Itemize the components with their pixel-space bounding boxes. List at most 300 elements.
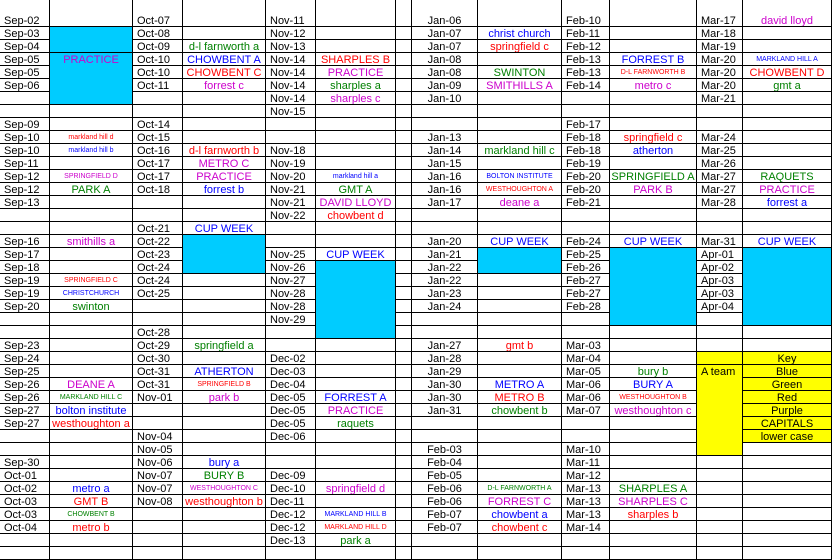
key-cell[interactable]: Red	[743, 391, 832, 404]
fixture-cell[interactable]: CHRISTCHURCH	[50, 287, 133, 300]
date-cell[interactable]: Sep-03	[0, 27, 50, 40]
empty-cell[interactable]	[412, 209, 478, 222]
fixture-cell[interactable]: markland hill c	[478, 144, 562, 157]
date-cell[interactable]: Oct-16	[133, 144, 183, 157]
date-cell[interactable]: Feb-20	[562, 183, 610, 196]
date-cell[interactable]: Feb-11	[562, 27, 610, 40]
empty-cell[interactable]	[133, 300, 183, 313]
empty-cell[interactable]	[478, 469, 562, 482]
date-cell[interactable]: Jan-15	[412, 157, 478, 170]
date-cell[interactable]: Nov-04	[133, 430, 183, 443]
empty-cell[interactable]	[697, 469, 743, 482]
empty-cell[interactable]	[610, 0, 697, 27]
empty-cell[interactable]	[50, 326, 133, 339]
highlight-block[interactable]	[743, 248, 832, 326]
empty-cell[interactable]	[412, 534, 478, 547]
empty-cell[interactable]	[743, 495, 832, 508]
date-cell[interactable]: Mar-03	[562, 339, 610, 352]
empty-cell[interactable]	[396, 430, 412, 443]
empty-cell[interactable]	[562, 92, 610, 105]
empty-cell[interactable]	[316, 131, 396, 144]
date-cell[interactable]: Nov-21	[266, 183, 316, 196]
date-cell[interactable]: Dec-10	[266, 482, 316, 495]
date-cell[interactable]: Oct-24	[133, 261, 183, 274]
date-cell[interactable]: Sep-13	[0, 196, 50, 209]
date-cell[interactable]: Sep-30	[0, 456, 50, 469]
empty-cell[interactable]	[478, 222, 562, 235]
date-cell[interactable]: Feb-27	[562, 274, 610, 287]
empty-cell[interactable]	[743, 443, 832, 456]
date-cell[interactable]: Feb-24	[562, 235, 610, 248]
fixture-cell[interactable]: GMT A	[316, 183, 396, 196]
empty-cell[interactable]	[743, 131, 832, 144]
fixture-cell[interactable]: park b	[183, 391, 266, 404]
date-cell[interactable]: Nov-07	[133, 482, 183, 495]
empty-cell[interactable]	[610, 157, 697, 170]
date-cell[interactable]: Dec-12	[266, 508, 316, 521]
fixture-cell[interactable]: forrest a	[743, 196, 832, 209]
empty-cell[interactable]	[743, 27, 832, 40]
date-cell[interactable]: Feb-18	[562, 131, 610, 144]
empty-cell[interactable]	[50, 0, 133, 27]
date-cell[interactable]: Nov-14	[266, 92, 316, 105]
empty-cell[interactable]	[562, 313, 610, 326]
date-cell[interactable]: Mar-20	[697, 79, 743, 92]
empty-cell[interactable]	[316, 547, 396, 560]
date-cell[interactable]: Mar-17	[697, 0, 743, 27]
empty-cell[interactable]	[610, 534, 697, 547]
fixture-cell[interactable]: CUP WEEK	[743, 235, 832, 248]
empty-cell[interactable]	[743, 456, 832, 469]
date-cell[interactable]: Jan-29	[412, 365, 478, 378]
fixture-cell[interactable]: MARKLAND HILL A	[743, 53, 832, 66]
empty-cell[interactable]	[50, 534, 133, 547]
date-cell[interactable]: Jan-10	[412, 92, 478, 105]
empty-cell[interactable]	[396, 417, 412, 430]
empty-cell[interactable]	[697, 534, 743, 547]
empty-cell[interactable]	[562, 534, 610, 547]
date-cell[interactable]: Jan-23	[412, 287, 478, 300]
empty-cell[interactable]	[396, 287, 412, 300]
date-cell[interactable]: Jan-28	[412, 352, 478, 365]
empty-cell[interactable]	[133, 521, 183, 534]
empty-cell[interactable]	[183, 287, 266, 300]
date-cell[interactable]: Sep-26	[0, 378, 50, 391]
date-cell[interactable]: Feb-06	[412, 495, 478, 508]
empty-cell[interactable]	[50, 118, 133, 131]
date-cell[interactable]: Mar-27	[697, 183, 743, 196]
empty-cell[interactable]	[743, 92, 832, 105]
empty-cell[interactable]	[562, 209, 610, 222]
empty-cell[interactable]	[50, 547, 133, 560]
empty-cell[interactable]	[50, 339, 133, 352]
date-cell[interactable]: Sep-12	[0, 170, 50, 183]
empty-cell[interactable]	[743, 157, 832, 170]
empty-cell[interactable]	[316, 118, 396, 131]
empty-cell[interactable]	[266, 443, 316, 456]
empty-cell[interactable]	[743, 105, 832, 118]
key-cell[interactable]: Blue	[743, 365, 832, 378]
empty-cell[interactable]	[562, 222, 610, 235]
empty-cell[interactable]	[610, 339, 697, 352]
date-cell[interactable]: Mar-20	[697, 66, 743, 79]
empty-cell[interactable]	[266, 456, 316, 469]
empty-cell[interactable]	[610, 118, 697, 131]
fixture-cell[interactable]: MARKLAND HILL C	[50, 391, 133, 404]
date-cell[interactable]: Oct-21	[133, 222, 183, 235]
date-cell[interactable]: Jan-31	[412, 404, 478, 417]
empty-cell[interactable]	[133, 508, 183, 521]
date-cell[interactable]: Nov-18	[266, 144, 316, 157]
empty-cell[interactable]	[562, 105, 610, 118]
empty-cell[interactable]	[50, 105, 133, 118]
empty-cell[interactable]	[478, 274, 562, 287]
fixture-cell[interactable]: CUP WEEK	[183, 222, 266, 235]
fixture-cell[interactable]: RAQUETS	[743, 170, 832, 183]
empty-cell[interactable]	[697, 105, 743, 118]
empty-cell[interactable]	[183, 443, 266, 456]
empty-cell[interactable]	[396, 313, 412, 326]
empty-cell[interactable]	[396, 40, 412, 53]
date-cell[interactable]: Nov-26	[266, 261, 316, 274]
date-cell[interactable]: Mar-07	[562, 404, 610, 417]
empty-cell[interactable]	[0, 105, 50, 118]
empty-cell[interactable]	[396, 131, 412, 144]
date-cell[interactable]: Feb-10	[562, 0, 610, 27]
empty-cell[interactable]	[266, 222, 316, 235]
fixture-cell[interactable]: bury a	[183, 456, 266, 469]
date-cell[interactable]: Mar-25	[697, 144, 743, 157]
date-cell[interactable]: Sep-24	[0, 352, 50, 365]
empty-cell[interactable]	[478, 352, 562, 365]
empty-cell[interactable]	[412, 417, 478, 430]
highlight-block[interactable]: PRACTICE	[50, 53, 133, 105]
fixture-cell[interactable]: springfield c	[478, 40, 562, 53]
empty-cell[interactable]	[183, 430, 266, 443]
date-cell[interactable]: Mar-13	[562, 508, 610, 521]
date-cell[interactable]: Oct-04	[0, 521, 50, 534]
date-cell[interactable]: Oct-18	[133, 183, 183, 196]
empty-cell[interactable]	[743, 534, 832, 547]
date-cell[interactable]: Nov-14	[266, 79, 316, 92]
empty-cell[interactable]	[478, 92, 562, 105]
fixture-cell[interactable]: DEANE A	[50, 378, 133, 391]
empty-cell[interactable]	[316, 495, 396, 508]
fixture-cell[interactable]: sharples a	[316, 79, 396, 92]
date-cell[interactable]: Jan-08	[412, 53, 478, 66]
empty-cell[interactable]	[396, 443, 412, 456]
empty-cell[interactable]	[50, 352, 133, 365]
empty-cell[interactable]	[183, 196, 266, 209]
empty-cell[interactable]	[478, 287, 562, 300]
date-cell[interactable]: Jan-27	[412, 339, 478, 352]
empty-cell[interactable]	[133, 547, 183, 560]
date-cell[interactable]: Jan-14	[412, 144, 478, 157]
empty-cell[interactable]	[396, 0, 412, 27]
fixture-cell[interactable]: springfield d	[316, 482, 396, 495]
empty-cell[interactable]	[183, 404, 266, 417]
empty-cell[interactable]	[743, 469, 832, 482]
empty-cell[interactable]	[316, 430, 396, 443]
empty-cell[interactable]	[478, 365, 562, 378]
fixture-cell[interactable]: sharples c	[316, 92, 396, 105]
empty-cell[interactable]	[396, 365, 412, 378]
fixture-cell[interactable]: gmt a	[743, 79, 832, 92]
date-cell[interactable]: Nov-08	[133, 495, 183, 508]
date-cell[interactable]: Nov-15	[266, 105, 316, 118]
empty-cell[interactable]	[478, 417, 562, 430]
key-cell[interactable]: lower case	[743, 430, 832, 443]
date-cell[interactable]: Dec-12	[266, 521, 316, 534]
empty-cell[interactable]	[743, 547, 832, 560]
empty-cell[interactable]	[743, 339, 832, 352]
fixture-cell[interactable]: GMT B	[50, 495, 133, 508]
fixture-cell[interactable]: PRACTICE	[743, 183, 832, 196]
date-cell[interactable]: Oct-29	[133, 339, 183, 352]
empty-cell[interactable]	[396, 92, 412, 105]
empty-cell[interactable]	[610, 209, 697, 222]
fixture-cell[interactable]: bolton institute	[50, 404, 133, 417]
date-cell[interactable]: Dec-05	[266, 417, 316, 430]
fixture-cell[interactable]: d-l farnworth a	[183, 40, 266, 53]
empty-cell[interactable]	[50, 313, 133, 326]
fixture-cell[interactable]: WESTHOUGHTON C	[183, 482, 266, 495]
date-cell[interactable]: Dec-05	[266, 391, 316, 404]
date-cell[interactable]: Oct-03	[0, 495, 50, 508]
date-cell[interactable]: Oct-14	[133, 118, 183, 131]
date-cell[interactable]: Nov-28	[266, 287, 316, 300]
highlight-block[interactable]	[316, 261, 396, 339]
fixture-cell[interactable]: raquets	[316, 417, 396, 430]
date-cell[interactable]: Mar-05	[562, 365, 610, 378]
fixture-cell[interactable]: chowbent c	[478, 521, 562, 534]
empty-cell[interactable]	[610, 521, 697, 534]
date-cell[interactable]: Feb-07	[412, 508, 478, 521]
empty-cell[interactable]	[743, 508, 832, 521]
fixture-cell[interactable]: CHOWBENT B	[50, 508, 133, 521]
date-cell[interactable]: Feb-13	[562, 53, 610, 66]
fixture-cell[interactable]: CUP WEEK	[610, 235, 697, 248]
empty-cell[interactable]	[396, 391, 412, 404]
date-cell[interactable]: Jan-22	[412, 274, 478, 287]
date-cell[interactable]: Jan-30	[412, 378, 478, 391]
empty-cell[interactable]	[697, 326, 743, 339]
fixture-cell[interactable]: FORREST B	[610, 53, 697, 66]
empty-cell[interactable]	[183, 352, 266, 365]
fixture-cell[interactable]: SPRINGFIELD B	[183, 378, 266, 391]
fixture-cell[interactable]: markland hill d	[50, 131, 133, 144]
fixture-cell[interactable]: CUP WEEK	[316, 248, 396, 261]
date-cell[interactable]: Mar-13	[562, 482, 610, 495]
date-cell[interactable]: Oct-10	[133, 53, 183, 66]
fixture-cell[interactable]: park a	[316, 534, 396, 547]
empty-cell[interactable]	[562, 547, 610, 560]
empty-cell[interactable]	[610, 469, 697, 482]
date-cell[interactable]: Nov-13	[266, 40, 316, 53]
empty-cell[interactable]	[133, 209, 183, 222]
empty-cell[interactable]	[478, 326, 562, 339]
date-cell[interactable]: Sep-18	[0, 261, 50, 274]
date-cell[interactable]: Sep-05	[0, 53, 50, 66]
date-cell[interactable]: Feb-05	[412, 469, 478, 482]
date-cell[interactable]: Sep-06	[0, 79, 50, 92]
fixture-cell[interactable]: METRO A	[478, 378, 562, 391]
highlight-block[interactable]	[183, 235, 266, 274]
date-cell[interactable]: Sep-11	[0, 157, 50, 170]
empty-cell[interactable]	[316, 27, 396, 40]
date-cell[interactable]: Dec-06	[266, 430, 316, 443]
date-cell[interactable]: Sep-27	[0, 404, 50, 417]
fixture-cell[interactable]: ATHERTON	[183, 365, 266, 378]
date-cell[interactable]: Apr-02	[697, 261, 743, 274]
date-cell[interactable]: Oct-17	[133, 170, 183, 183]
fixture-cell[interactable]: FORREST A	[316, 391, 396, 404]
date-cell[interactable]: Sep-19	[0, 287, 50, 300]
empty-cell[interactable]	[316, 144, 396, 157]
empty-cell[interactable]	[697, 456, 743, 469]
empty-cell[interactable]	[396, 508, 412, 521]
empty-cell[interactable]	[697, 222, 743, 235]
date-cell[interactable]: Feb-20	[562, 170, 610, 183]
date-cell[interactable]: Oct-01	[0, 469, 50, 482]
empty-cell[interactable]	[396, 326, 412, 339]
fixture-cell[interactable]: springfield a	[183, 339, 266, 352]
fixture-cell[interactable]: chowbent d	[316, 209, 396, 222]
fixture-cell[interactable]: david lloyd	[743, 0, 832, 27]
date-cell[interactable]: Mar-04	[562, 352, 610, 365]
empty-cell[interactable]	[50, 248, 133, 261]
fixture-cell[interactable]: MARKLAND HILL D	[316, 521, 396, 534]
date-cell[interactable]: Oct-02	[0, 482, 50, 495]
key-cell[interactable]: A team	[697, 365, 743, 456]
empty-cell[interactable]	[743, 222, 832, 235]
date-cell[interactable]: Sep-19	[0, 274, 50, 287]
empty-cell[interactable]	[396, 404, 412, 417]
empty-cell[interactable]	[316, 378, 396, 391]
empty-cell[interactable]	[316, 105, 396, 118]
date-cell[interactable]: Apr-03	[697, 274, 743, 287]
date-cell[interactable]: Nov-12	[266, 27, 316, 40]
empty-cell[interactable]	[396, 235, 412, 248]
fixture-cell[interactable]: chowbent b	[478, 404, 562, 417]
date-cell[interactable]: Jan-24	[412, 300, 478, 313]
highlight-block[interactable]	[50, 27, 133, 53]
fixture-cell[interactable]: CHOWBENT D	[743, 66, 832, 79]
empty-cell[interactable]	[412, 547, 478, 560]
empty-cell[interactable]	[183, 417, 266, 430]
empty-cell[interactable]	[396, 144, 412, 157]
date-cell[interactable]: Feb-06	[412, 482, 478, 495]
empty-cell[interactable]	[743, 482, 832, 495]
date-cell[interactable]: Sep-23	[0, 339, 50, 352]
empty-cell[interactable]	[266, 131, 316, 144]
key-cell[interactable]: CAPITALS	[743, 417, 832, 430]
empty-cell[interactable]	[0, 222, 50, 235]
date-cell[interactable]: Nov-14	[266, 53, 316, 66]
fixture-cell[interactable]: d-l farnworth b	[183, 144, 266, 157]
empty-cell[interactable]	[478, 157, 562, 170]
date-cell[interactable]: Oct-22	[133, 235, 183, 248]
date-cell[interactable]: Mar-20	[697, 53, 743, 66]
key-cell[interactable]: Purple	[743, 404, 832, 417]
fixture-cell[interactable]: SWINTON	[478, 66, 562, 79]
date-cell[interactable]: Sep-26	[0, 391, 50, 404]
fixture-cell[interactable]: metro b	[50, 521, 133, 534]
empty-cell[interactable]	[183, 326, 266, 339]
empty-cell[interactable]	[396, 378, 412, 391]
date-cell[interactable]: Nov-11	[266, 0, 316, 27]
date-cell[interactable]: Feb-25	[562, 248, 610, 261]
key-cell[interactable]: Green	[743, 378, 832, 391]
empty-cell[interactable]	[610, 222, 697, 235]
date-cell[interactable]: Mar-12	[562, 469, 610, 482]
empty-cell[interactable]	[610, 443, 697, 456]
empty-cell[interactable]	[743, 521, 832, 534]
empty-cell[interactable]	[396, 209, 412, 222]
fixture-cell[interactable]: SPRINGFIELD D	[50, 170, 133, 183]
date-cell[interactable]: Jan-08	[412, 66, 478, 79]
date-cell[interactable]: Dec-13	[266, 534, 316, 547]
date-cell[interactable]: Apr-04	[697, 300, 743, 313]
date-cell[interactable]: Jan-07	[412, 40, 478, 53]
fixture-cell[interactable]: metro c	[610, 79, 697, 92]
empty-cell[interactable]	[396, 521, 412, 534]
fixture-cell[interactable]: westhoughton b	[183, 495, 266, 508]
empty-cell[interactable]	[396, 300, 412, 313]
empty-cell[interactable]	[610, 40, 697, 53]
empty-cell[interactable]	[50, 196, 133, 209]
date-cell[interactable]: Sep-16	[0, 235, 50, 248]
fixture-cell[interactable]: D-L FARNWORTH A	[478, 482, 562, 495]
empty-cell[interactable]	[478, 118, 562, 131]
date-cell[interactable]: Sep-17	[0, 248, 50, 261]
fixture-cell[interactable]: D-L FARNWORTH B	[610, 66, 697, 79]
empty-cell[interactable]	[316, 157, 396, 170]
date-cell[interactable]: Sep-09	[0, 118, 50, 131]
date-cell[interactable]: Nov-20	[266, 170, 316, 183]
empty-cell[interactable]	[183, 508, 266, 521]
date-cell[interactable]: Sep-05	[0, 66, 50, 79]
date-cell[interactable]: Mar-28	[697, 196, 743, 209]
date-cell[interactable]: Jan-07	[412, 27, 478, 40]
empty-cell[interactable]	[396, 222, 412, 235]
fixture-cell[interactable]: smithills a	[50, 235, 133, 248]
fixture-cell[interactable]: PARK A	[50, 183, 133, 196]
fixture-cell[interactable]: forrest c	[183, 79, 266, 92]
empty-cell[interactable]	[50, 365, 133, 378]
fixture-cell[interactable]: christ church	[478, 27, 562, 40]
empty-cell[interactable]	[610, 352, 697, 365]
date-cell[interactable]: Feb-17	[562, 118, 610, 131]
empty-cell[interactable]	[183, 300, 266, 313]
date-cell[interactable]: Feb-04	[412, 456, 478, 469]
date-cell[interactable]: Sep-25	[0, 365, 50, 378]
empty-cell[interactable]	[266, 118, 316, 131]
fixture-cell[interactable]: CUP WEEK	[478, 235, 562, 248]
key-cell[interactable]	[697, 352, 743, 365]
date-cell[interactable]: Dec-03	[266, 365, 316, 378]
date-cell[interactable]: Oct-03	[0, 508, 50, 521]
empty-cell[interactable]	[478, 313, 562, 326]
date-cell[interactable]: Sep-10	[0, 144, 50, 157]
date-cell[interactable]: Nov-27	[266, 274, 316, 287]
empty-cell[interactable]	[396, 352, 412, 365]
date-cell[interactable]: Dec-09	[266, 469, 316, 482]
empty-cell[interactable]	[478, 443, 562, 456]
date-cell[interactable]: Oct-17	[133, 157, 183, 170]
empty-cell[interactable]	[396, 157, 412, 170]
fixture-cell[interactable]: PRACTICE	[183, 170, 266, 183]
